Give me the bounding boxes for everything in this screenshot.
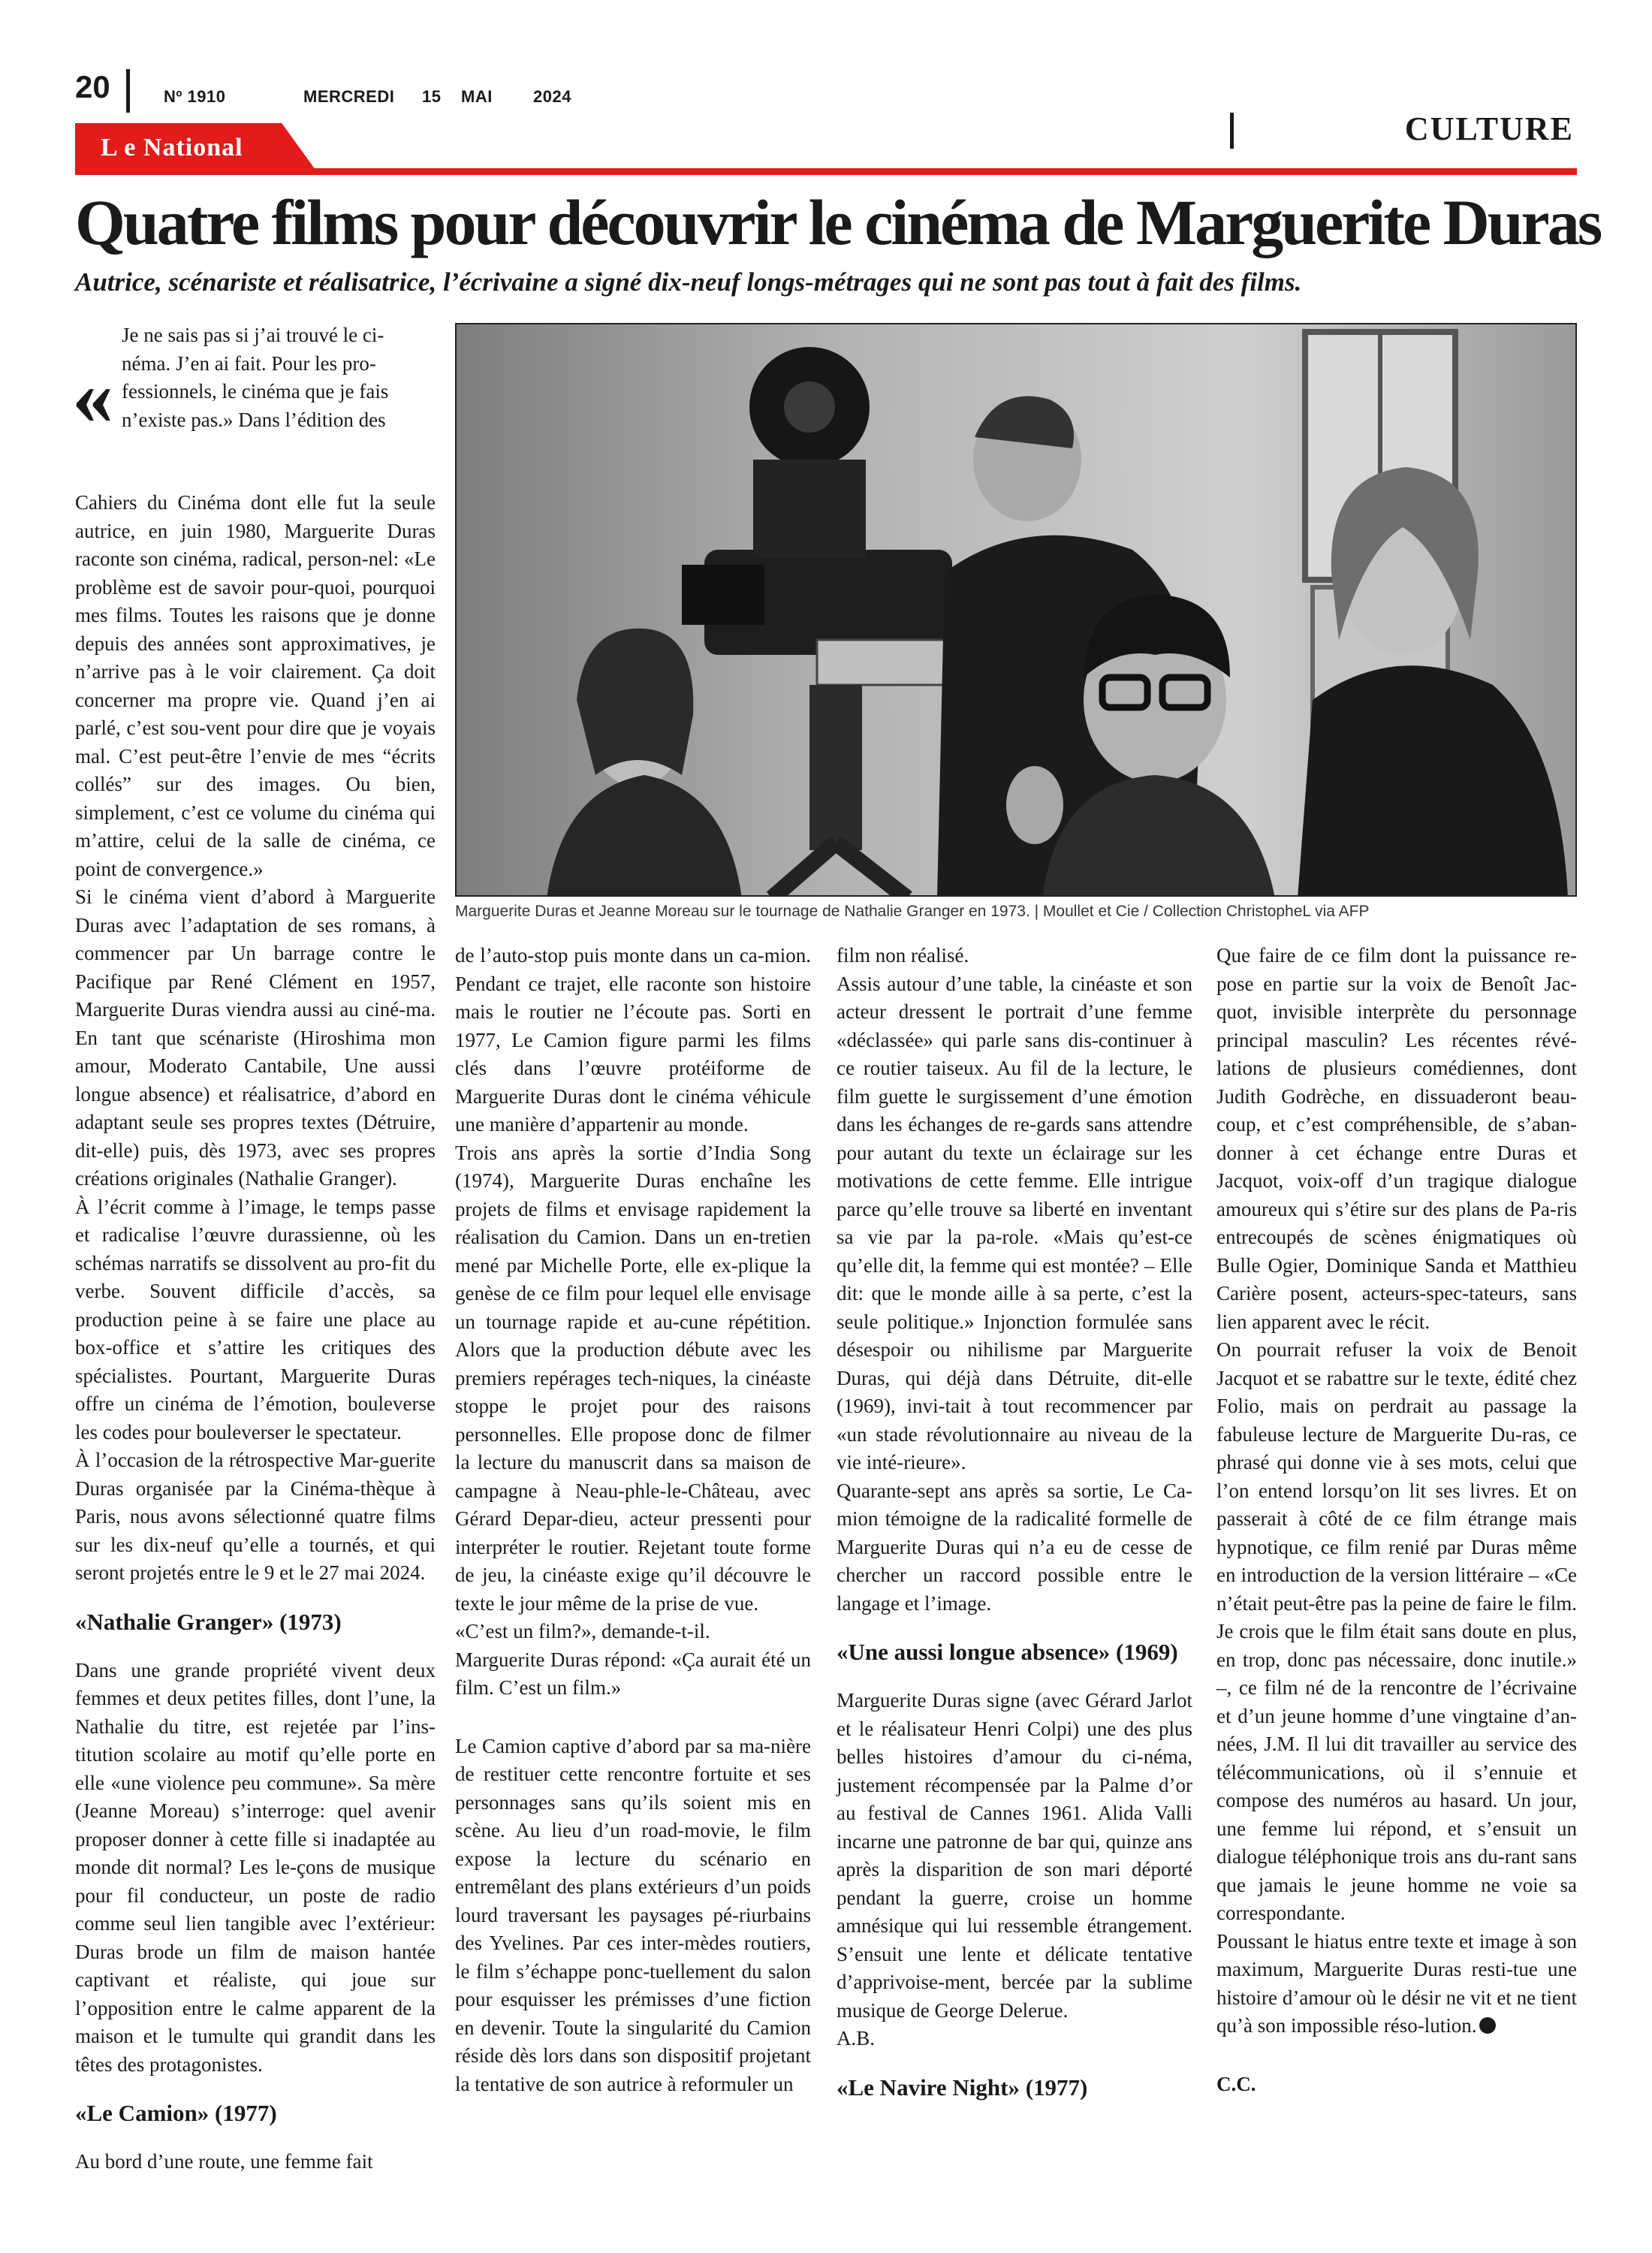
closing-paragraph-text: Poussant le hiatus entre texte et image à son maximum, Marguerite Duras resti-tue une histoire d’amour où le désir ne vit et ne tient qu’à son impossible réso-lution. — [1216, 1929, 1577, 2037]
article-subhead: Autrice, scénariste et réalisatrice, l’écrivaine a signé dix-neuf longs-métrages qui ne sont pas tout à fait des films. — [75, 267, 1302, 297]
film-subtitle: «Le Navire Night» (1977) — [837, 2074, 1088, 2101]
paragraph: Marguerite Duras répond: «Ça aurait été un film. C’est un film.» — [455, 1648, 811, 1699]
paragraph: Assis autour d’une table, la cinéaste et son acteur dressent le portrait d’une femme «déclassée» qui parle sans dis-continuer à ce routier taiseux. Au fil de la lecture, le film guette le surgissement d’une émotion dans les échanges de re-gards sans attendre pour autant du texte un éclairage sur les motivations de cette femme. Elle intrigue parce qu’elle trouve sa liberté en inventant sa vie par la pa-role. «Mais qu’est-ce qu’elle dit, la femme qui est montée? – Elle dit: que le monde aille à sa perte, c’est la seule politique.» Injonction formulée sans désespoir ou nihilisme par Marguerite Duras, qui déjà dans Détruite, dit-elle (1969), invi-tait à tout recommencer par «un stade révolutionnaire au niveau de la vie inté-rieure». — [837, 972, 1192, 1473]
intro-line: Je ne sais pas si j’ai trouvé le ci- — [122, 324, 384, 346]
section-divider — [1230, 113, 1234, 149]
paragraph: Que faire de ce film dont la puissance re-pose en partie sur la voix de Benoît Jac-quot, invisible interprète du personnage principal masculin? Les récentes révé-lations de plusieurs comédiennes, dont Judith Godrèche, en dissuaderont beau-coup, et c’est compréhensible, de s’aban-donner à cet échange entre Duras et Jacquot, voix-off d’un tragique dialogue amoureux qui s’étire sur des plans de Pa-ris entrecoupés de scènes énigmatiques où Bulle Ogier, Dominique Sanda et Matthieu Carière posent, acteurs-spec-tateurs, sans lien apparent avec le récit. — [1216, 944, 1577, 1333]
film-subtitle: «Le Camion» (1977) — [75, 2100, 277, 2126]
end-of-article-icon — [1479, 2017, 1496, 2034]
paragraph: Marguerite Duras signe (avec Gérard Jarlot et le réalisateur Henri Colpi) une des plus belles histoires d’amour du ci-néma, justement récompensée par la Palme d’or au festival de Cannes 1961. Alida Valli incarne une patronne de bar qui, quinze ans après la disparition de son mari déporté pendant la guerre, croise un homme amnésique qui lui ressemble étrangement. S’ensuit une lente et délicate tentative d’apprivoise-ment, bercée par la sublime musique de George Delerue. — [837, 1689, 1192, 2022]
issue-day: MERCREDI — [303, 87, 395, 106]
intro-line: n’existe pas.» Dans l’édition des — [122, 408, 386, 431]
paragraph: Au bord d’une route, une femme fait — [75, 2150, 373, 2173]
paragraph: À l’occasion de la rétrospective Mar-guerite Duras organisée par la Cinéma-thèque à Paris, nous avons sélectionné quatre films sur les dix-neuf qu’elle a tournés, et qui seront projetés entre le 9 et le 27 mai 2024. — [75, 1449, 436, 1584]
paragraph: On pourrait refuser la voix de Benoit Jacquot et se rabattre sur le texte, édité chez Folio, mais on perdrait au passage la fabuleuse lecture de Marguerite Du-ras, ce phrasé qui donne vie à ses mots, celui que l’on entend lorsqu’on lit ses livres. Et on passerait à côté de ce film étrange mais hypnotique, ce film renié par Duras même en introduction de la version littéraire – «Ce n’était peut-être pas la peine de faire le film. Je crois que le film était sans doute en plus, en trop, donc pas nécessaire, donc inutile.» –, ce film né de la rencontre de l’écrivaine et d’un jeune homme d’une vingtaine d’an-nées, J.M. Il lui dit travailler au service des télécommunications, où il s’ennuie et compose des numéros au hasard. Un jour, une femme lui répond, et s’ensuit un dialogue téléphonique trois ans du-rant sans que jamais le jeune homme ne voie sa correspondante. — [1216, 1338, 1577, 1924]
drop-quote-mark: « — [72, 350, 113, 442]
paragraph: Quarante-sept ans après sa sortie, Le Ca-mion témoigne de la radicalité formelle de Marguerite Duras qui n’a eu de cesse de chercher un raccord possible entre le langage et l’image. — [837, 1479, 1192, 1615]
issue-date-month: MAI — [461, 87, 493, 106]
header-rule — [75, 168, 1577, 175]
intro-line: fessionnels, le cinéma que je fais — [122, 380, 389, 403]
issue-number: Nº 1910 — [164, 87, 226, 106]
paragraph: film non réalisé. — [837, 944, 969, 967]
paragraph: Le Camion captive d’abord par sa ma-nière de restituer cette rencontre fortuite et ses personnages sans qu’ils soient mis en scène. Au lieu d’un road-movie, le film expose la lecture du scénario en entremêlant des plans extérieurs d’un poids lourd traversant les paysages pé-riurbains des Yvelines. Par ces inter-mèdes routiers, le film s’échappe ponc-tuellement du salon pour esquisser les prémisses d’une fiction en devenir. Toute la singularité du Camion réside dès lors dans son dispositif projetant la tentative de son autrice à reformuler un — [455, 1734, 811, 2095]
paragraph: Cahiers du Cinéma dont elle fut la seule autrice, en juin 1980, Marguerite Duras raconte son cinéma, radical, person-nel: «Le problème est de savoir pour-quoi, pourquoi mes films. Toutes les raisons que je donne depuis des années sont approximatives, je n’arrive pas à le voir clairement. Ça doit concerner ma propre vie. Quand j’en ai parlé, c’est sou-vent pour dire que je voyais mal. C’est peut-être l’envie de mes “écrits collés” sur des images. Ou bien, simplement, c’est ce volume du cinéma qui m’attire, celui de la salle de cinéma, ce point de convergence.» — [75, 491, 436, 880]
paragraph: À l’écrit comme à l’image, le temps passe et radicalise l’œuvre durassienne, où les schémas narratifs se dissolvent au pro-fit du verbe. Souvent difficile d’accès, sa production peine à se faire une place au box-office et s’attire les critiques des spécialistes. Pourtant, Marguerite Duras offre un cinéma de l’émotion, bouleverse les codes pour bouleverser le spectateur. — [75, 1195, 436, 1443]
intro-line: néma. J’en ai fait. Pour les pro- — [122, 351, 376, 375]
article-intro — [75, 321, 436, 434]
article-column-2 — [455, 942, 811, 2098]
page-number-divider — [126, 69, 130, 113]
author-initials: A.B. — [837, 2027, 876, 2049]
paragraph: Dans une grande propriété vivent deux femmes et deux petites filles, dont l’une, la Nathalie du titre, est rejetée par l’ins-titution scolaire au motif qu’elle porte en elle «une violence peu commune». Sa mère (Jeanne Moreau) s’interroge: quel avenir proposer donner à cette fille si inadaptée au monde dit normal? Les le-çons de musique pour fil conducteur, un poste de radio comme seul lien tangible avec l’extérieur: Duras brode un film de maison hantée captivant et réaliste, qui joue sur l’opposition entre le calme apparent de la maison et le tumulte qui grandit dans les têtes des protagonistes. — [75, 1658, 436, 2076]
paragraph: «C’est un film?», demande-t-il. — [455, 1620, 710, 1642]
paragraph: de l’auto-stop puis monte dans un ca-mion. Pendant ce trajet, elle raconte son histoire mais le routier ne l’écoute pas. Sorti en 1977, Le Camion figure parmi les films clés dans l’œuvre protéiforme de Marguerite Duras dont le cinéma véhicule une manière d’appartenir au monde. — [455, 944, 811, 1136]
paragraph — [1216, 1928, 1577, 2040]
page-number: 20 — [75, 69, 110, 104]
paragraph: Trois ans après la sortie d’India Song (1974), Marguerite Duras enchaîne les projets de films et envisage rapidement la réalisation du Camion. Dans un en-tretien mené par Michelle Porte, elle ex-plique la genèse de ce film pour lequel elle envisage un tournage rapide et au-cune répétition. Alors que la production débute avec les premiers repérages tech-niques, la cinéaste stoppe le projet pour des raisons personnelles. Elle propose donc de filmer la lecture du manuscrit dans sa maison de campagne à Neau-phle-le-Château, avec Gérard Depar-dieu, acteur pressenti pour interpréter le routier. Rejetant toute forme de jeu, la cinéaste exige qu’il découvre le texte le jour même de la prise de vue. — [455, 1141, 811, 1615]
article-headline: Quatre films pour découvrir le cinéma de Marguerite Duras — [75, 186, 1601, 258]
film-subtitle: «Une aussi longue absence» (1969) — [837, 1639, 1178, 1665]
author-signature: C.C. — [1216, 2072, 1256, 2095]
section-label: CULTURE — [1404, 110, 1574, 147]
masthead-brand: L e National — [101, 134, 243, 161]
issue-date-year: 2024 — [533, 87, 571, 106]
article-column-1 — [75, 489, 436, 2176]
film-subtitle: «Nathalie Granger» (1973) — [75, 1608, 342, 1635]
photo-caption: Marguerite Duras et Jeanne Moreau sur le tournage de Nathalie Granger en 1973. | Moullet et Cie / Collection ChristopheL via AFP — [455, 903, 1370, 920]
article-photo — [455, 323, 1577, 897]
article-column-4 — [1216, 942, 1577, 2098]
article-column-3 — [837, 942, 1192, 2103]
paragraph: Si le cinéma vient d’abord à Marguerite Duras avec l’adaptation de ses romans, à commencer par Un barrage contre le Pacifique par René Clément en 1957, Marguerite Duras viendra aussi au ciné-ma. En tant que scénariste (Hiroshima mon amour, Moderato Cantabile, Une aussi longue absence) et réalisatrice, d’abord en adaptant seule ses propres textes (Détruire, dit-elle) puis, dès 1973, avec ses propres créations originales (Nathalie Granger). — [75, 885, 436, 1190]
issue-date-day: 15 — [422, 87, 442, 106]
